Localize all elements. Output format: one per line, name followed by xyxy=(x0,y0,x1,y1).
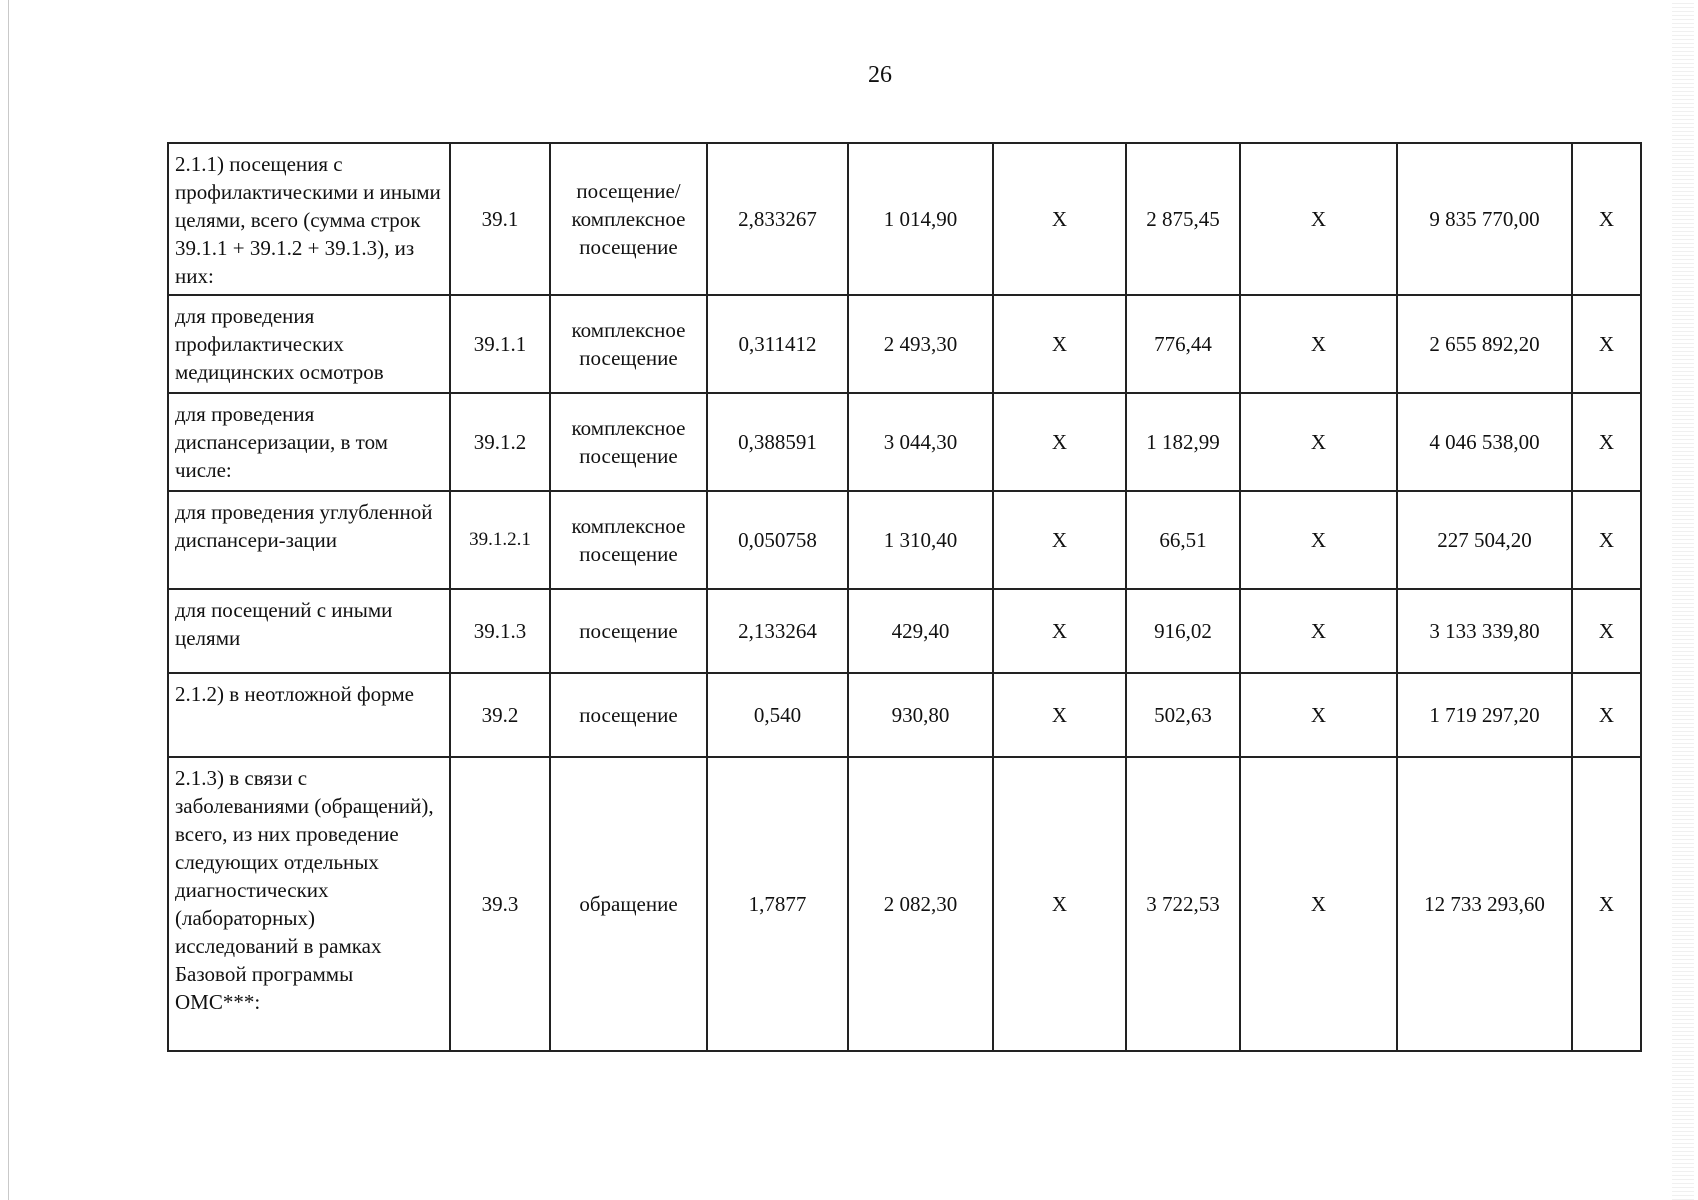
cost-cell: 1 014,90 xyxy=(848,143,993,295)
cost-cell: 2 082,30 xyxy=(848,757,993,1051)
total-cell: 2 655 892,20 xyxy=(1397,295,1572,393)
x-cell: X xyxy=(1240,491,1397,589)
norm-cell: 0,311412 xyxy=(707,295,848,393)
unit-cell: посещение xyxy=(550,589,707,673)
x-cell: X xyxy=(993,393,1126,491)
x-cell: X xyxy=(993,757,1126,1051)
cost-cell: 2 493,30 xyxy=(848,295,993,393)
x-cell: X xyxy=(1240,143,1397,295)
per-capita-cell: 66,51 xyxy=(1126,491,1240,589)
total-cell: 9 835 770,00 xyxy=(1397,143,1572,295)
total-cell: 4 046 538,00 xyxy=(1397,393,1572,491)
page-number: 26 xyxy=(868,62,892,88)
table-row xyxy=(168,143,1641,295)
norm-cell: 0,388591 xyxy=(707,393,848,491)
cost-cell: 429,40 xyxy=(848,589,993,673)
per-capita-cell: 916,02 xyxy=(1126,589,1240,673)
x-cell: X xyxy=(1572,757,1641,1051)
x-cell: X xyxy=(1572,295,1641,393)
row-name-cell: для проведения углубленной диспансери-зации xyxy=(168,491,450,589)
norm-cell: 1,7877 xyxy=(707,757,848,1051)
table-row xyxy=(168,491,1641,589)
unit-cell: посещение xyxy=(550,673,707,757)
total-cell: 227 504,20 xyxy=(1397,491,1572,589)
norm-cell: 0,050758 xyxy=(707,491,848,589)
total-cell: 1 719 297,20 xyxy=(1397,673,1572,757)
row-name-cell: для проведения профилактических медицинских осмотров xyxy=(168,295,450,393)
x-cell: X xyxy=(1240,393,1397,491)
unit-cell: комплексное посещение xyxy=(550,295,707,393)
unit-cell: комплексное посещение xyxy=(550,393,707,491)
total-cell: 12 733 293,60 xyxy=(1397,757,1572,1051)
line-code-cell: 39.2 xyxy=(450,673,550,757)
x-cell: X xyxy=(1240,757,1397,1051)
line-code-cell: 39.3 xyxy=(450,757,550,1051)
table-row xyxy=(168,393,1641,491)
per-capita-cell: 3 722,53 xyxy=(1126,757,1240,1051)
x-cell: X xyxy=(1240,673,1397,757)
x-cell: X xyxy=(1240,295,1397,393)
x-cell: X xyxy=(993,673,1126,757)
table-row xyxy=(168,589,1641,673)
norm-cell: 0,540 xyxy=(707,673,848,757)
data-table xyxy=(167,142,1642,1052)
unit-cell: комплексное посещение xyxy=(550,491,707,589)
row-name-cell: для проведения диспансеризации, в том числе: xyxy=(168,393,450,491)
per-capita-cell: 502,63 xyxy=(1126,673,1240,757)
line-code-cell: 39.1.2.1 xyxy=(450,491,550,589)
cost-cell: 3 044,30 xyxy=(848,393,993,491)
per-capita-cell: 2 875,45 xyxy=(1126,143,1240,295)
x-cell: X xyxy=(1572,491,1641,589)
row-name-cell: 2.1.2) в неотложной форме xyxy=(168,673,450,757)
per-capita-cell: 776,44 xyxy=(1126,295,1240,393)
scan-left-edge xyxy=(8,0,9,1200)
x-cell: X xyxy=(1572,673,1641,757)
line-code-cell: 39.1.1 xyxy=(450,295,550,393)
x-cell: X xyxy=(1572,393,1641,491)
norm-cell: 2,833267 xyxy=(707,143,848,295)
cost-cell: 1 310,40 xyxy=(848,491,993,589)
scan-right-edge xyxy=(1672,0,1694,1200)
x-cell: X xyxy=(993,491,1126,589)
x-cell: X xyxy=(1572,143,1641,295)
x-cell: X xyxy=(1240,589,1397,673)
cost-cell: 930,80 xyxy=(848,673,993,757)
x-cell: X xyxy=(1572,589,1641,673)
x-cell: X xyxy=(993,295,1126,393)
per-capita-cell: 1 182,99 xyxy=(1126,393,1240,491)
unit-cell: посещение/ комплексное посещение xyxy=(550,143,707,295)
x-cell: X xyxy=(993,589,1126,673)
table-row xyxy=(168,295,1641,393)
norm-cell: 2,133264 xyxy=(707,589,848,673)
table-row xyxy=(168,757,1641,1051)
total-cell: 3 133 339,80 xyxy=(1397,589,1572,673)
line-code-cell: 39.1.3 xyxy=(450,589,550,673)
row-name-cell: 2.1.1) посещения с профилактическими и иными целями, всего (сумма строк 39.1.1 + 39.1.2 + 39.1.3), из них: xyxy=(168,143,450,295)
row-name-cell: 2.1.3) в связи с заболеваниями (обращений), всего, из них проведение следующих отдельных диагностических (лабораторных) исследований в рамках Базовой программы ОМС***: xyxy=(168,757,450,1051)
unit-cell: обращение xyxy=(550,757,707,1051)
x-cell: X xyxy=(993,143,1126,295)
table-row xyxy=(168,673,1641,757)
line-code-cell: 39.1.2 xyxy=(450,393,550,491)
line-code-cell: 39.1 xyxy=(450,143,550,295)
row-name-cell: для посещений с иными целями xyxy=(168,589,450,673)
